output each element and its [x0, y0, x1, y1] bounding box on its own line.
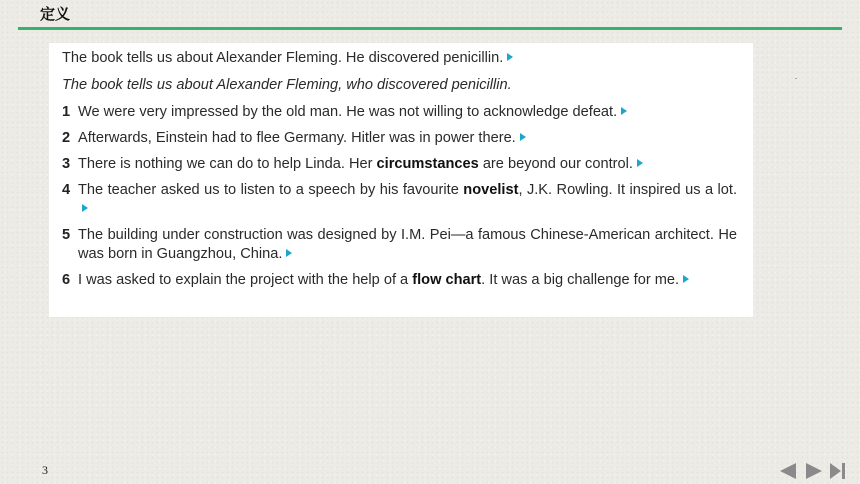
example-combined-sentence: The book tells us about Alexander Fleming, who discovered penicillin.: [62, 77, 512, 93]
item-text: [78, 103, 737, 122]
item-number: 1: [62, 104, 71, 120]
exercise-item-1: [62, 103, 737, 122]
play-audio-icon[interactable]: [637, 159, 643, 167]
item-text-segment: . It was a big challenge for me.: [481, 272, 680, 288]
item-text: [78, 226, 737, 264]
item-text-segment: There is nothing we can do to help Linda. Her: [78, 156, 377, 172]
play-audio-icon[interactable]: [683, 275, 689, 283]
content-card: [49, 43, 753, 317]
play-audio-icon[interactable]: [507, 53, 513, 61]
header-divider: [18, 27, 842, 30]
exercise-item-4: [62, 181, 737, 219]
exercise-item-3: [62, 155, 737, 174]
play-audio-icon[interactable]: [82, 204, 88, 212]
item-text: [78, 155, 737, 174]
item-text-segment: , J.K. Rowling. It inspired us a lot.: [518, 182, 737, 198]
exercise-item-6: [62, 271, 737, 290]
exercise-item-5: [62, 226, 737, 264]
play-audio-icon[interactable]: [286, 249, 292, 257]
vocab-word: circumstances: [376, 156, 479, 172]
last-page-icon[interactable]: [829, 462, 847, 480]
prev-arrow-icon[interactable]: [779, 462, 797, 480]
exercise-item-2: [62, 129, 737, 148]
item-number: 4: [62, 182, 71, 198]
page-title: 定义: [40, 5, 71, 23]
item-text-segment: Afterwards, Einstein had to flee Germany. Hitler was in power there.: [78, 130, 516, 146]
item-number: 5: [62, 227, 71, 243]
example-text: The book tells us about Alexander Fleming. He discovered penicillin.: [62, 50, 504, 66]
item-number: 3: [62, 156, 71, 172]
side-dot: [795, 78, 797, 79]
item-text: [78, 129, 737, 148]
item-text-segment: The teacher asked us to listen to a speech by his favourite: [78, 182, 464, 198]
item-text: [78, 271, 737, 290]
item-text: [78, 181, 737, 219]
vocab-word: flow chart: [412, 272, 482, 288]
next-arrow-icon[interactable]: [805, 462, 823, 480]
item-text-segment: are beyond our control.: [478, 156, 633, 172]
example-sentence: [62, 49, 737, 68]
play-audio-icon[interactable]: [520, 133, 526, 141]
item-number: 6: [62, 272, 71, 288]
page-number: 3: [42, 463, 48, 477]
item-text-segment: We were very impressed by the old man. He was not willing to acknowledge defeat.: [78, 104, 618, 120]
item-text-segment: I was asked to explain the project with the help of a: [78, 272, 413, 288]
vocab-word: novelist: [463, 182, 519, 198]
item-text-segment: The building under construction was designed by I.M. Pei—a famous Chinese-American architect. He was born in Guangzhou, China.: [78, 227, 737, 262]
play-audio-icon[interactable]: [621, 107, 627, 115]
item-number: 2: [62, 130, 71, 146]
